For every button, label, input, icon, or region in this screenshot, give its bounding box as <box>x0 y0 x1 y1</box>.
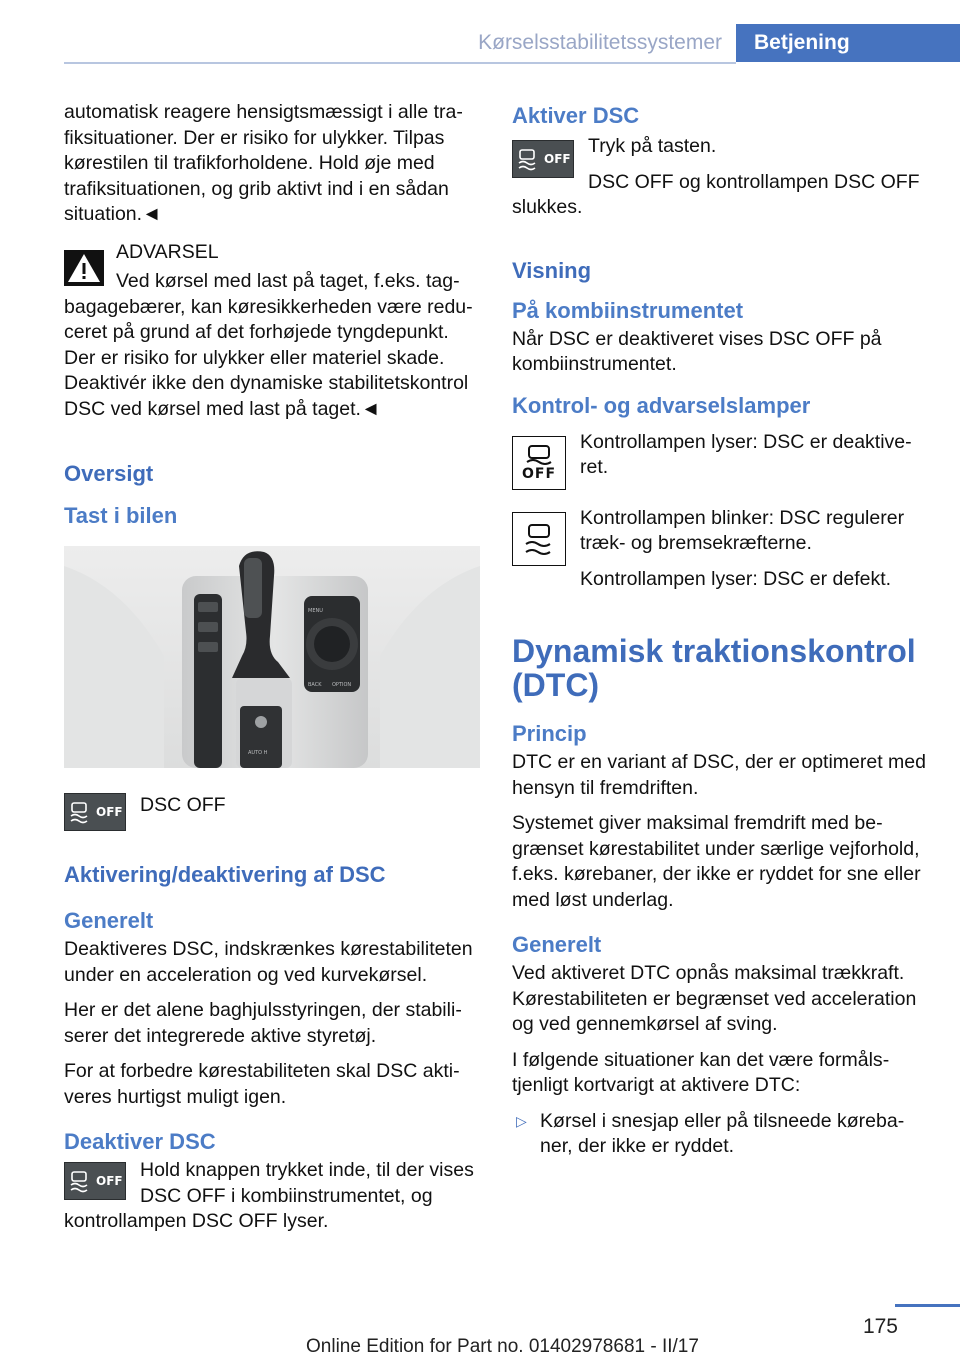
off-text: OFF <box>96 805 123 819</box>
heading-tast-i-bilen: Tast i bilen <box>64 503 178 528</box>
lamp-row-2 <box>512 506 930 603</box>
off-text: OFF <box>96 1174 123 1188</box>
header-rule <box>64 62 736 64</box>
dsc-off-button-icon <box>64 793 126 831</box>
car-skid-icon <box>67 800 91 824</box>
heading-aktiver-dsc: Aktiver DSC <box>512 103 640 128</box>
heading-oversigt: Oversigt <box>64 461 154 486</box>
lamp-row-1 <box>512 430 930 492</box>
lamp2-text-1: Kontrollampen blinker: DSC regulerer træk- og bremsekræfterne. <box>580 506 905 554</box>
generelt-paragraph-3: For at forbedre kørestabiliteten skal DSC aktiveres hurtigst muligt igen. <box>64 1060 460 1108</box>
dsc-off-button-icon-2 <box>64 1162 126 1200</box>
deaktiver-block <box>64 1158 480 1235</box>
right-column <box>512 100 930 1160</box>
dsc-off-label: DSC OFF <box>140 794 226 816</box>
center-console-photo <box>64 546 480 768</box>
generelt-right-paragraph-1: Ved aktiveret DTC opnås maksimal trækkraft. Kørestabiliteten er begrænset ved acceleration og ved gennemkørsel af sving. <box>512 962 917 1035</box>
deaktiver-text: Hold knappen trykket inde, til der vises DSC OFF i kombiinstrumentet, og kontrollampen DSC OFF lyser. <box>64 1159 474 1232</box>
footer-edition: Online Edition for Part no. 01402978681 - II/17 <box>306 1336 699 1357</box>
heading-visning: Visning <box>512 257 592 283</box>
car-icon <box>522 444 556 466</box>
kombi-paragraph: Når DSC er deaktiveret vises DSC OFF på kombiinstrumentet. <box>512 327 882 375</box>
dsc-off-button-icon-3 <box>512 140 574 178</box>
generelt-paragraph-2: Her er det alene baghjulsstyringen, der stabiliserer det integrerede aktive styretøj. <box>64 999 462 1047</box>
heading-princip: Princip <box>512 721 587 746</box>
heading-kontrol-lamper: Kontrol- og advarselslamper <box>512 392 811 418</box>
left-column <box>64 100 480 1245</box>
lamp1-text: Kontrollampen lyser: DSC er deaktiveret. <box>580 430 912 478</box>
aktiver-paragraph-2: DSC OFF og kontrollampen DSC OFF slukkes. <box>512 170 920 218</box>
list-item <box>512 1109 930 1160</box>
lamp2-text-2: Kontrollampen lyser: DSC er defekt. <box>580 567 892 590</box>
bullet-triangle-icon: ▷ <box>516 1112 527 1129</box>
heading-deaktiver-dsc: Deaktiver DSC <box>64 1129 216 1154</box>
page-number-rule <box>895 1304 960 1307</box>
photo-label-menu: MENU <box>308 608 323 614</box>
car-skid-icon <box>515 147 539 171</box>
warning-text: Ved kørsel med last på taget, f.eks. tagbagagebærer, kan køresikkerheden være reduceret på grund af det forhøjede tyngdepunkt. Der er risiko for ulykker eller materiel skade. Deaktivér ikke den dynamiske stabilitetskontrol DSC ved kørsel med last på taget.◄ <box>64 270 473 420</box>
warning-block <box>64 240 480 433</box>
generelt-right-paragraph-2: I følgende situationer kan det være formålstjenligt kortvarigt at aktivere DTC: <box>512 1048 890 1096</box>
princip-paragraph-2: Systemet giver maksimal fremdrift med begrænset kørestabilitet under særlige vejforhold, f.eks. kørebaner, der ikke er ryddet for sne eller med løst underlag. <box>512 812 921 911</box>
photo-label-option: OPTION <box>332 682 352 688</box>
page-number: 175 <box>862 1315 898 1338</box>
photo-label-auto-h: AUTO H <box>248 750 268 756</box>
heading-aktivering: Aktivering/deaktivering af DSC <box>64 862 386 887</box>
running-header-section: Kørselsstabilitetssystemer <box>478 31 722 54</box>
aktiver-paragraph-1: Tryk på tasten. <box>588 135 717 157</box>
dsc-indicator-lamp-icon <box>512 512 566 566</box>
bullet-text: Kørsel i snesjap eller på tilsneede kørebaner, der ikke er ryddet. <box>540 1109 905 1157</box>
warning-triangle-icon <box>64 250 104 286</box>
aktiver-block <box>512 134 930 231</box>
heading-kombiinstrumentet: På kombiinstrumentet <box>512 297 744 323</box>
car-skid-icon <box>67 1169 91 1193</box>
generelt-paragraph-1: Deaktiveres DSC, indskrænkes kørestabiliteten under en acceleration og ved kurvekørsel. <box>64 938 473 986</box>
heading-dtc: Dynamisk traktionskontrol (DTC) <box>512 633 916 703</box>
intro-paragraph: automatisk reagere hensigtsmæssigt i alle trafiksituationer. Der er risiko for ulykker. Tilpas kørestilen til trafikforholdene. Hold øje med trafiksituationen, og grib aktivt ind i en sådan situation.◄ <box>64 101 463 225</box>
lamp-off-text: OFF <box>521 465 557 482</box>
dsc-off-key-row <box>64 791 480 833</box>
photo-label-back: BACK <box>308 682 322 688</box>
dsc-off-indicator-lamp-icon <box>512 436 566 490</box>
heading-generelt-left: Generelt <box>64 908 154 933</box>
heading-generelt-right: Generelt <box>512 932 602 957</box>
princip-paragraph-1: DTC er en variant af DSC, der er optimeret med hensyn til fremdriften. <box>512 751 926 799</box>
running-header-tab: Betjening <box>736 24 960 62</box>
warning-title: ADVARSEL <box>116 240 219 263</box>
off-text: OFF <box>544 152 571 166</box>
car-skid-icon <box>521 521 557 557</box>
